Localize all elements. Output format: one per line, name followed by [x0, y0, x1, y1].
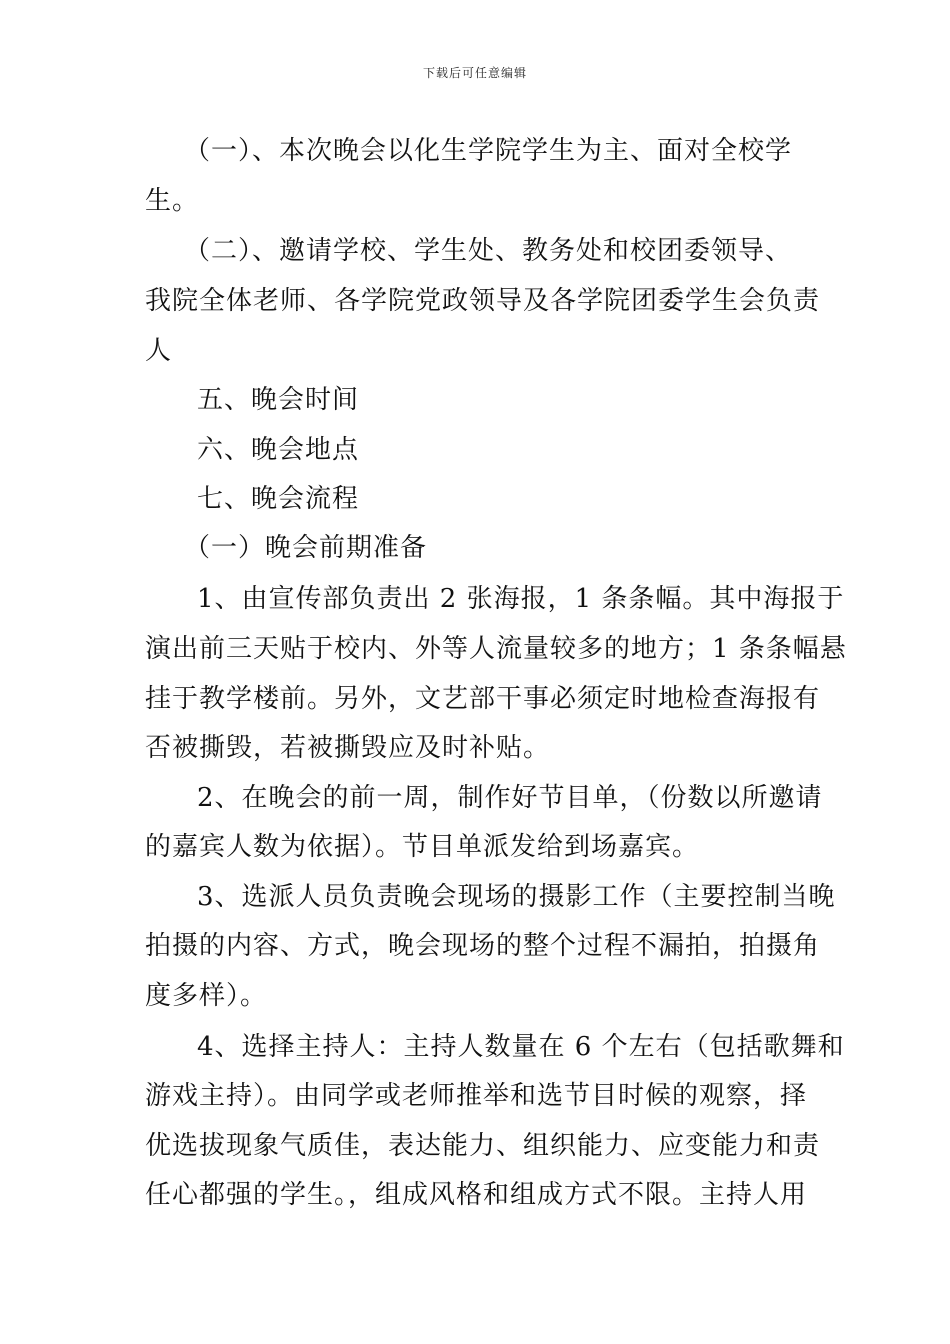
text-line: 我院全体老师、各学院党政领导及各学院团委学生会负责 [145, 286, 821, 316]
text-line: 人 [145, 336, 173, 366]
text-line: 七、晚会流程 [170, 484, 360, 514]
text-line: 1、由宣传部负责出 2 张海报，1 条条幅。其中海报于 [170, 584, 845, 614]
text-line: （二）、邀请学校、学生处、教务处和校团委领导、 [170, 236, 793, 266]
text-line: 游戏主持）。由同学或老师推举和选节目时候的观察，择 [145, 1081, 808, 1111]
text-line: 生。 [145, 186, 200, 216]
text-line: 的嘉宾人数为依据）。节目单派发给到场嘉宾。 [145, 832, 700, 862]
text-line: 2、在晚会的前一周，制作好节目单，（份数以所邀请 [170, 783, 823, 813]
text-line: 挂于教学楼前。另外，文艺部干事必须定时地检查海报有 [145, 684, 821, 714]
text-line: （一）晚会前期准备 [170, 533, 428, 563]
text-line: （一）、本次晚会以化生学院学生为主、面对全校学 [170, 136, 793, 166]
text-line: 任心都强的学生。，组成风格和组成方式不限。主持人用 [145, 1180, 808, 1210]
text-line: 拍摄的内容、方式，晚会现场的整个过程不漏拍，拍摄角 [145, 931, 821, 961]
text-line: 演出前三天贴于校内、外等人流量较多的地方；1 条条幅悬 [145, 634, 847, 664]
text-line: 五、晚会时间 [170, 385, 360, 415]
text-line: 否被撕毁，若被撕毁应及时补贴。 [145, 733, 551, 763]
text-line: 优选拔现象气质佳，表达能力、组织能力、应变能力和责 [145, 1131, 821, 1161]
text-line: 4、选择主持人：主持人数量在 6 个左右（包括歌舞和 [170, 1032, 845, 1062]
text-line: 度多样）。 [145, 981, 268, 1011]
text-line: 3、选派人员负责晚会现场的摄影工作（主要控制当晚 [170, 882, 836, 912]
text-line: 六、晚会地点 [170, 435, 360, 465]
page-header: 下载后可任意编辑 [422, 66, 527, 80]
